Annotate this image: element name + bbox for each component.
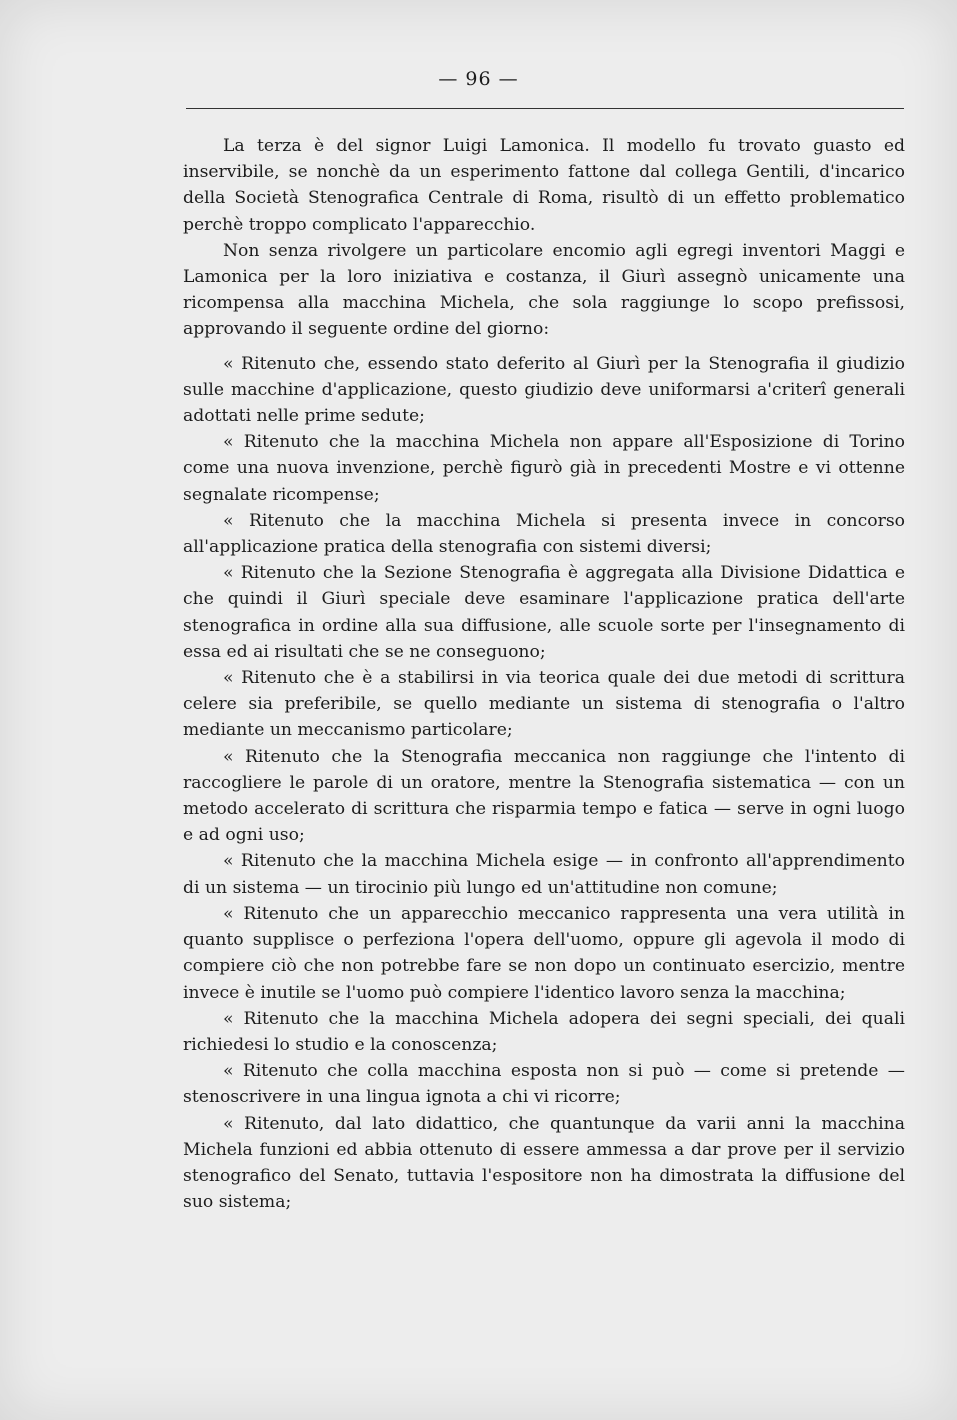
paragraph-quote: « Ritenuto che la macchina Michela esige — in confronto all'apprendimento di un sistema — un tirocinio più lungo ed un'attitudine non comune; (183, 851, 905, 898)
paragraph-quote: « Ritenuto che un apparecchio meccanico rappresenta una vera utilità in quanto supplisce o perfeziona l'opera dell'uomo, oppure gli agevola il modo di compiere ciò che non potrebbe fare se non dopo un continuato esercizio, mentre invece è inutile se l'uomo può compiere l'identico lavoro senza la macchina; (183, 903, 905, 1003)
paragraph: Non senza rivolgere un particolare encomio agli egregi inventori Maggi e Lamonica per la loro iniziativa e costanza, il Giurì assegnò unicamente una ricompensa alla macchina Michela, che sola raggiunge lo scopo prefissosi, approvando il seguente ordine del giorno: (183, 240, 905, 340)
body-text (183, 133, 905, 1215)
paragraph-quote: « Ritenuto che la macchina Michela adopera dei segni speciali, dei quali richiedesi lo studio e la conoscenza; (183, 1008, 905, 1055)
paragraph-quote: « Ritenuto che, essendo stato deferito al Giurì per la Stenografia il giudizio sulle macchine d'applicazione, questo giudizio deve uniformarsi a'criterî generali adottati nelle prime sedute; (183, 353, 905, 427)
paragraph-quote: « Ritenuto che la macchina Michela si presenta invece in concorso all'applicazione pratica della stenografia con sistemi diversi; (183, 510, 905, 558)
paragraph-quote: « Ritenuto che colla macchina esposta non si può — come si pretende — stenoscrivere in una lingua ignota a chi vi ricorre; (183, 1061, 905, 1108)
header-rule (186, 108, 904, 109)
paragraph-quote: « Ritenuto, dal lato didattico, che quantunque da varii anni la macchina Michela funzioni ed abbia ottenuto di essere ammessa a dar prove per il servizio stenografico del Senato, tuttavia l'espositore non ha dimostrata la diffusione del suo sistema; (183, 1113, 905, 1213)
paragraph-quote: « Ritenuto che la macchina Michela non appare all'Esposizione di Torino come una nuova invenzione, perchè figurò già in precedenti Mostre e vi ottenne segnalate ricompense; (183, 432, 905, 505)
paragraph: La terza è del signor Luigi Lamonica. Il modello fu trovato guasto ed inservibile, se nonchè da un esperimento fattone dal collega Gentili, d'incarico della Società Stenografica Centrale di Roma, risultò di un effetto problematico perchè troppo complicato l'apparecchio. (183, 136, 905, 235)
paragraph-quote: « Ritenuto che la Stenografia meccanica non raggiunge che l'intento di raccogliere le parole di un oratore, mentre la Stenografia sistematica — con un metodo accelerato di scrittura che risparmia tempo e fatica — serve in ogni luogo e ad ogni uso; (183, 746, 905, 846)
page-number: — 96 — (438, 68, 519, 90)
paragraph-quote: « Ritenuto che è a stabilirsi in via teorica quale dei due metodi di scrittura celere sia preferibile, se quello mediante un sistema di stenografia o l'altro mediante un meccanismo particolare; (183, 668, 905, 741)
paragraph-quote: « Ritenuto che la Sezione Stenografia è aggregata alla Divisione Didattica e che quindi il Giurì speciale deve esaminare l'applicazione pratica dell'arte stenografica in ordine alla sua diffusione, alle scuole sorte per l'insegnamento di essa ed ai risultati che se ne conseguono; (183, 563, 905, 662)
